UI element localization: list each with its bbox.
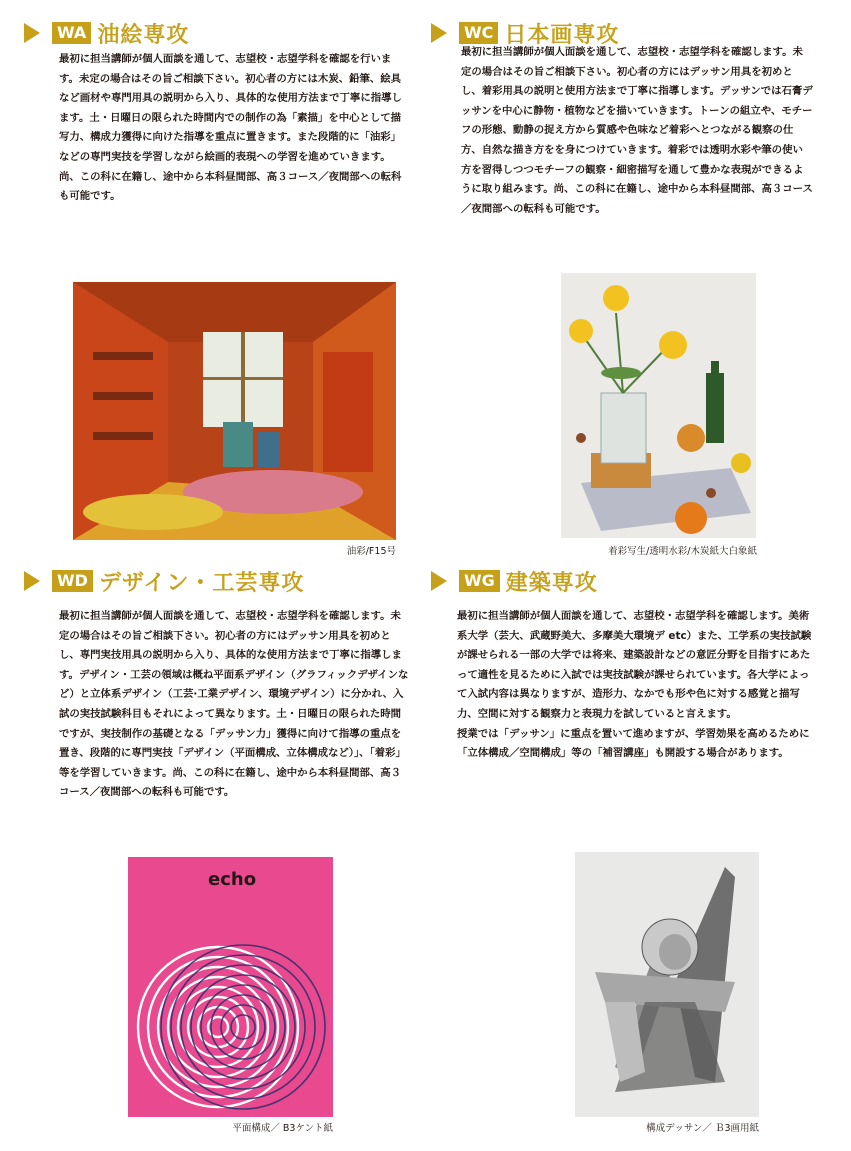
still-life-flowers-image: [561, 273, 756, 538]
section-badge: WC: [459, 22, 498, 44]
image-caption: 構成デッサン／ Ｂ3画用紙: [646, 1123, 759, 1134]
image-caption: 着彩写生/透明水彩/木炭紙大白象紙: [608, 546, 757, 557]
section-title: 油絵専攻: [97, 22, 190, 48]
section-header-wd: [24, 564, 304, 598]
echo-poster-image: [128, 857, 333, 1117]
section-title: デザイン・工芸専攻: [98, 570, 305, 596]
pencil-composition-image: [575, 852, 759, 1117]
image-caption: 平面構成／ B3ケント紙: [232, 1123, 333, 1134]
section-paragraph: 授業では「デッサン」に重点を置いて進めますが、学習効果を高めるために「立体構成／空間構成」等の「補習講座」も開設する場合があります。: [457, 727, 810, 760]
section-header-wa: [24, 16, 189, 50]
section-badge: WA: [52, 22, 91, 44]
section-body-wg: [457, 607, 813, 764]
section-title: 日本画専攻: [504, 22, 620, 48]
triangle-bullet-icon: [431, 571, 447, 591]
section-body-wa: 最初に担当講師が個人面談を通して、志望校・志望学科を確認を行います。未定の場合はその旨ご相談下さい。初心者の方には木炭、鉛筆、絵具など画材や専門用具の説明から入り、具体的な使用方法まで丁寧に指導します。土・日曜日の限られた時間内での制作の為「素描」を中心として描写力、構成力獲得に向けた指導を重点に置きます。また段階的に「油彩」などの専門実技を学習しながら絵画的表現への学習を進めていきます。尚、この科に在籍し、途中から本科昼間部、高３コース／夜間部への転科も可能です。: [59, 53, 402, 203]
section-body-wc: 最初に担当講師が個人面談を通して、志望校・志望学科を確認します。未定の場合はその旨ご相談下さい。初心者の方にはデッサン用具を初めとし、着彩用具の説明と使用方法まで丁寧に指導します。デッサンでは石膏デッサンを中心に静物・植物などを描いていきます。トーンの組立や、モチーフの形態、動静の捉え方から質感や色味など着彩へとつながる観察の仕方、自然な描き方をを身につけていきます。着彩では透明水彩や筆の使い方を習得しつつモチーフの観察・細密描写を通して豊かな表現ができるように取り組みます。尚、この科に在籍し、途中から本科昼間部、高３コース／夜間部への転科も可能です。: [461, 46, 813, 215]
section-header-wg: [431, 564, 598, 598]
poster-text: echo: [208, 869, 257, 890]
image-caption: 油彩/F15号: [346, 546, 396, 557]
oil-painting-room-image: [73, 282, 396, 540]
section-title: 建築専攻: [505, 570, 598, 596]
triangle-bullet-icon: [431, 23, 447, 43]
section-badge: WG: [459, 570, 500, 592]
section-badge: WD: [52, 570, 93, 592]
section-body-wd: 最初に担当講師が個人面談を通して、志望校・志望学科を確認します。未定の場合はその旨ご相談下さい。初心者の方にはデッサン用具を初めとし、専門実技用具の説明から入り、具体的な使用方法まで丁寧に指導します。デザイン・工芸の領域は概ね平面系デザイン（グラフィックデザインなど）と立体系デザイン（工芸·工業デザイン、環境デザイン）に分かれ、入試の実技試験科目もそれによって異なります。土・日曜日の限られた時間ですが、実技制作の基礎となる「デッサン力」獲得に向けて指導の重点を置き、段階的に専門実技「デザイン（平面構成、立体構成など）」、「着彩」等を学習していきます。尚、この科に在籍し、途中から本科昼間部、高３コース／夜間部への転科も可能です。: [59, 610, 409, 799]
section-paragraph: 最初に担当講師が個人面談を通して、志望校・志望学科を確認します。美術系大学（芸大、武蔵野美大、多摩美大環境デ etc）また、工学系の実技試験が課せられる一部の大学では将来、建築設計などの意匠分野を目指すにあたって適性を見るために入試では実技試験が課せられています。各大学によって入試内容は異なりますが、造形力、なかでも形や色に対する感覚と描写力、空間に対する観察力と表現力を試していると言えます。: [457, 610, 812, 720]
triangle-bullet-icon: [24, 23, 40, 43]
triangle-bullet-icon: [24, 571, 40, 591]
